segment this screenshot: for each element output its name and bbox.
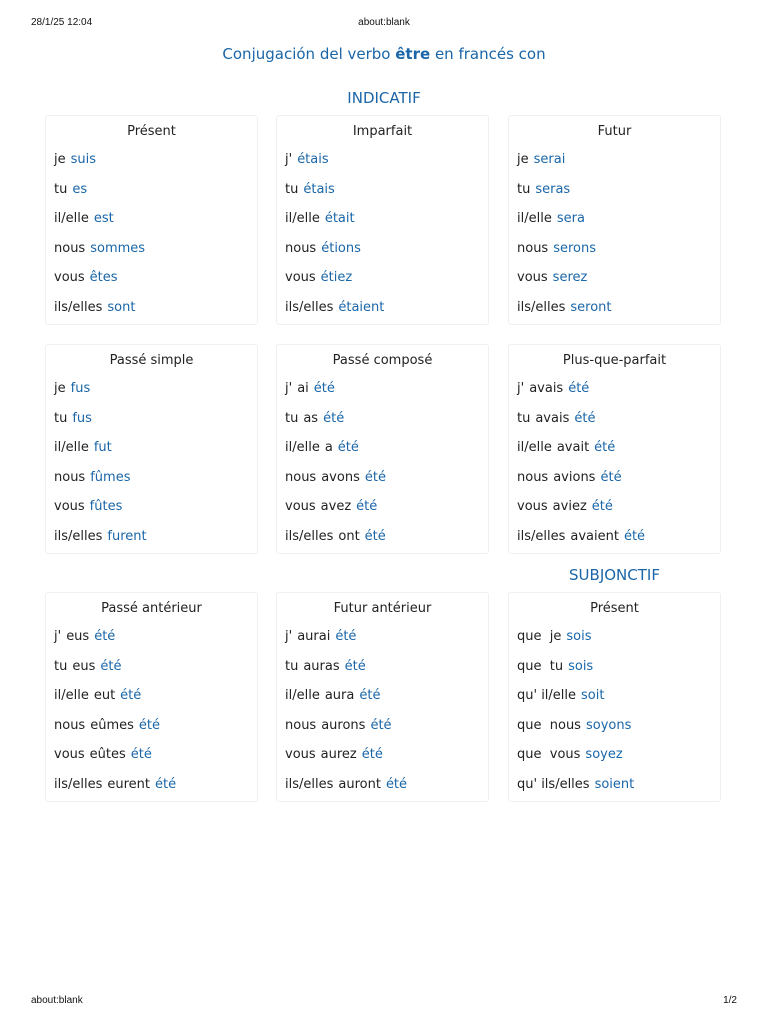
pronoun: j' xyxy=(285,629,293,644)
verb-form: soient xyxy=(594,776,635,792)
print-header-url: about:blank xyxy=(358,17,410,28)
conjugation-row xyxy=(285,659,488,689)
verb-form: seras xyxy=(535,181,571,197)
conjugation-row xyxy=(517,529,720,559)
conjugation-row xyxy=(285,182,488,212)
verb-form: êtes xyxy=(89,270,118,286)
pronoun: vous xyxy=(517,499,548,515)
verb-form: sera xyxy=(556,211,585,227)
pronoun: qu' il/elle xyxy=(517,688,577,704)
pronoun: ils/elles xyxy=(54,776,103,792)
auxiliary-verb: avais xyxy=(529,381,564,396)
conjugation-row xyxy=(517,241,720,271)
conjugation-row xyxy=(54,718,257,748)
pronoun: que vous xyxy=(517,747,581,763)
verb-form: été xyxy=(364,528,386,544)
verb-form: été xyxy=(335,629,357,644)
auxiliary-verb: as xyxy=(303,410,319,426)
pronoun: il/elle xyxy=(285,688,320,704)
pronoun: il/elle xyxy=(285,211,320,227)
pronoun: je xyxy=(54,152,66,167)
verb-form: été xyxy=(337,440,359,456)
verb-form: fus xyxy=(72,410,92,426)
conjugation-row xyxy=(54,747,257,777)
verb-form: été xyxy=(323,410,345,426)
conjugation-row xyxy=(517,499,720,529)
conjugation-row xyxy=(54,211,257,241)
pronoun: nous xyxy=(54,717,86,733)
auxiliary-verb: eus xyxy=(66,629,90,644)
auxiliary-verb: auras xyxy=(303,658,340,674)
verb-form: fûtes xyxy=(89,499,123,515)
auxiliary-verb: auront xyxy=(338,776,381,792)
conjugation-row xyxy=(285,499,488,529)
conjugation-row xyxy=(285,529,488,559)
tense-card-plus-que-parfait xyxy=(508,344,721,554)
conjugation-row xyxy=(285,629,488,659)
conjugation-row xyxy=(285,747,488,777)
tense-title: Présent xyxy=(127,124,176,139)
conjugation-row xyxy=(285,440,488,470)
conjugation-row xyxy=(517,300,720,330)
print-footer-page-number: 1/2 xyxy=(723,995,737,1006)
pronoun: que je xyxy=(517,629,562,644)
tense-card-passe-anterieur xyxy=(45,592,258,802)
pronoun: nous xyxy=(285,469,317,485)
conjugation-row xyxy=(54,688,257,718)
verb-form: été xyxy=(568,381,590,396)
verb-form: es xyxy=(72,181,88,197)
pronoun: ils/elles xyxy=(54,528,103,544)
pronoun: nous xyxy=(54,469,86,485)
tense-card-passe-simple xyxy=(45,344,258,554)
pronoun: il/elle xyxy=(285,440,320,456)
conjugation-row xyxy=(285,152,488,182)
pronoun: tu xyxy=(54,181,68,197)
conjugation-row xyxy=(285,718,488,748)
pronoun: vous xyxy=(285,499,316,515)
verb-form: été xyxy=(385,776,408,792)
conjugation-row xyxy=(54,777,257,807)
conjugation-row xyxy=(517,747,720,777)
pronoun: tu xyxy=(54,658,68,674)
auxiliary-verb: eurent xyxy=(107,776,151,792)
conjugation-row xyxy=(517,440,720,470)
verb-form: été xyxy=(623,528,646,544)
verb-form: serai xyxy=(533,152,566,167)
conjugation-row xyxy=(517,718,720,748)
tense-card-futur xyxy=(508,115,721,325)
title-suffix: en francés con xyxy=(430,45,546,63)
pronoun: je xyxy=(54,381,66,396)
pronoun: tu xyxy=(517,181,531,197)
conjugation-row xyxy=(54,182,257,212)
section-title-subjonctif: SUBJONCTIF xyxy=(569,566,660,584)
conjugation-row xyxy=(285,470,488,500)
pronoun: je xyxy=(517,152,529,167)
verb-form: seront xyxy=(570,299,612,315)
verb-form: sommes xyxy=(90,240,146,256)
auxiliary-verb: eut xyxy=(93,688,116,704)
verb-form: furent xyxy=(107,528,147,544)
conjugation-row xyxy=(54,529,257,559)
pronoun: ils/elles xyxy=(285,528,334,544)
verb-form: étions xyxy=(321,240,361,256)
verb-form: été xyxy=(594,440,616,456)
verb-form: été xyxy=(600,469,622,485)
auxiliary-verb: avaient xyxy=(570,528,619,544)
conjugation-list xyxy=(46,629,257,807)
conjugation-row xyxy=(285,381,488,411)
pronoun: tu xyxy=(285,658,299,674)
pronoun: ils/elles xyxy=(285,776,334,792)
verb-form: été xyxy=(359,688,381,704)
pronoun: qu' ils/elles xyxy=(517,776,590,792)
pronoun: que nous xyxy=(517,717,581,733)
section-title-indicatif: INDICATIF xyxy=(347,89,421,107)
conjugation-row xyxy=(54,381,257,411)
auxiliary-verb: ont xyxy=(338,528,360,544)
tense-title: Passé simple xyxy=(109,353,194,368)
conjugation-row xyxy=(285,241,488,271)
pronoun: que tu xyxy=(517,658,564,674)
tense-title: Passé composé xyxy=(332,353,433,368)
conjugation-row xyxy=(285,411,488,441)
conjugation-row xyxy=(54,152,257,182)
pronoun: tu xyxy=(517,410,531,426)
pronoun: vous xyxy=(285,270,316,286)
verb-form: étiez xyxy=(320,270,353,286)
print-header-date: 28/1/25 12:04 xyxy=(31,17,93,28)
auxiliary-verb: avons xyxy=(321,469,360,485)
pronoun: vous xyxy=(285,747,316,763)
auxiliary-verb: avions xyxy=(553,469,596,485)
title-prefix: Conjugación del verbo xyxy=(222,45,396,63)
pronoun: ils/elles xyxy=(517,299,566,315)
pronoun: il/elle xyxy=(54,688,89,704)
auxiliary-verb: avez xyxy=(320,499,352,515)
conjugation-row xyxy=(285,270,488,300)
pronoun: il/elle xyxy=(517,211,552,227)
auxiliary-verb: aurez xyxy=(320,747,357,763)
verb-form: été xyxy=(370,717,392,733)
verb-form: suis xyxy=(70,152,97,167)
verb-form: sont xyxy=(107,299,136,315)
pronoun: tu xyxy=(285,410,299,426)
tense-title: Passé antérieur xyxy=(101,601,202,616)
conjugation-row xyxy=(54,241,257,271)
conjugation-row xyxy=(517,211,720,241)
conjugation-row xyxy=(285,300,488,330)
pronoun: vous xyxy=(54,270,85,286)
pronoun: nous xyxy=(285,240,317,256)
pronoun: vous xyxy=(517,270,548,286)
tense-title: Futur antérieur xyxy=(333,601,432,616)
verb-form: été xyxy=(100,658,122,674)
verb-form: fus xyxy=(70,381,91,396)
verb-form: était xyxy=(324,211,355,227)
conjugation-list xyxy=(509,629,720,807)
tense-card-subjonctif-present xyxy=(508,592,721,802)
pronoun: ils/elles xyxy=(285,299,334,315)
conjugation-list xyxy=(509,381,720,559)
conjugation-row xyxy=(54,440,257,470)
pronoun: j' xyxy=(54,629,62,644)
conjugation-row xyxy=(517,629,720,659)
conjugation-row xyxy=(517,411,720,441)
verb-form: sois xyxy=(568,658,594,674)
tense-card-imparfait xyxy=(276,115,489,325)
conjugation-row xyxy=(517,381,720,411)
conjugation-row xyxy=(54,629,257,659)
pronoun: il/elle xyxy=(517,440,552,456)
verb-form: été xyxy=(364,469,386,485)
conjugation-list xyxy=(46,152,257,330)
conjugation-row xyxy=(517,270,720,300)
pronoun: nous xyxy=(285,717,317,733)
verb-form: fûmes xyxy=(90,469,131,485)
conjugation-row xyxy=(54,270,257,300)
conjugation-row xyxy=(54,411,257,441)
tense-card-present xyxy=(45,115,258,325)
page-title xyxy=(0,45,768,63)
pronoun: j' xyxy=(285,381,293,396)
verb-form: été xyxy=(138,717,160,733)
verb-form: été xyxy=(574,410,596,426)
auxiliary-verb: avais xyxy=(535,410,570,426)
conjugation-row xyxy=(285,211,488,241)
conjugation-row xyxy=(285,777,488,807)
pronoun: ils/elles xyxy=(54,299,103,315)
verb-form: étais xyxy=(297,152,329,167)
conjugation-row xyxy=(54,659,257,689)
tense-card-futur-anterieur xyxy=(276,592,489,802)
conjugation-row xyxy=(517,470,720,500)
verb-form: été xyxy=(155,776,177,792)
pronoun: j' xyxy=(517,381,525,396)
pronoun: nous xyxy=(517,240,549,256)
verb-form: soit xyxy=(581,688,605,704)
verb-form: étais xyxy=(303,181,335,197)
conjugation-row xyxy=(54,470,257,500)
verb-form: été xyxy=(361,747,383,763)
pronoun: ils/elles xyxy=(517,528,566,544)
verb-form: été xyxy=(356,499,378,515)
conjugation-row xyxy=(54,499,257,529)
verb-form: été xyxy=(313,381,335,396)
conjugation-list xyxy=(509,152,720,330)
conjugation-list xyxy=(277,629,488,807)
pronoun: il/elle xyxy=(54,440,89,456)
pronoun: nous xyxy=(517,469,549,485)
conjugation-row xyxy=(517,152,720,182)
verb-form: été xyxy=(130,747,152,763)
auxiliary-verb: avait xyxy=(556,440,590,456)
title-verb: être xyxy=(395,45,431,63)
verb-form: sois xyxy=(566,629,592,644)
verb-form: été xyxy=(120,688,142,704)
auxiliary-verb: aurai xyxy=(297,629,331,644)
verb-form: serons xyxy=(553,240,597,256)
auxiliary-verb: eûmes xyxy=(90,717,134,733)
auxiliary-verb: ai xyxy=(297,381,309,396)
conjugation-row xyxy=(517,659,720,689)
verb-form: été xyxy=(591,499,613,515)
conjugation-row xyxy=(517,182,720,212)
conjugation-list xyxy=(46,381,257,559)
pronoun: vous xyxy=(54,747,85,763)
verb-form: fut xyxy=(93,440,112,456)
tense-card-passe-compose xyxy=(276,344,489,554)
verb-form: est xyxy=(93,211,114,227)
pronoun: nous xyxy=(54,240,86,256)
pronoun: il/elle xyxy=(54,211,89,227)
conjugation-row xyxy=(54,300,257,330)
auxiliary-verb: aviez xyxy=(552,499,587,515)
tense-title: Plus-que-parfait xyxy=(562,353,667,368)
conjugation-row xyxy=(517,688,720,718)
conjugation-list xyxy=(277,152,488,330)
tense-title: Imparfait xyxy=(352,124,413,139)
tense-title: Futur xyxy=(597,124,632,139)
conjugation-list xyxy=(277,381,488,559)
pronoun: vous xyxy=(54,499,85,515)
print-footer-url: about:blank xyxy=(31,995,83,1006)
auxiliary-verb: eûtes xyxy=(89,747,126,763)
pronoun: tu xyxy=(285,181,299,197)
auxiliary-verb: a xyxy=(324,440,333,456)
auxiliary-verb: aura xyxy=(324,688,355,704)
pronoun: tu xyxy=(54,410,68,426)
tense-title: Présent xyxy=(590,601,639,616)
conjugation-row xyxy=(517,777,720,807)
verb-form: serez xyxy=(552,270,588,286)
auxiliary-verb: aurons xyxy=(321,717,366,733)
verb-form: été xyxy=(94,629,116,644)
verb-form: étaient xyxy=(338,299,385,315)
verb-form: été xyxy=(344,658,366,674)
auxiliary-verb: eus xyxy=(72,658,96,674)
conjugation-row xyxy=(285,688,488,718)
verb-form: soyez xyxy=(585,747,623,763)
verb-form: soyons xyxy=(585,717,632,733)
pronoun: j' xyxy=(285,152,293,167)
